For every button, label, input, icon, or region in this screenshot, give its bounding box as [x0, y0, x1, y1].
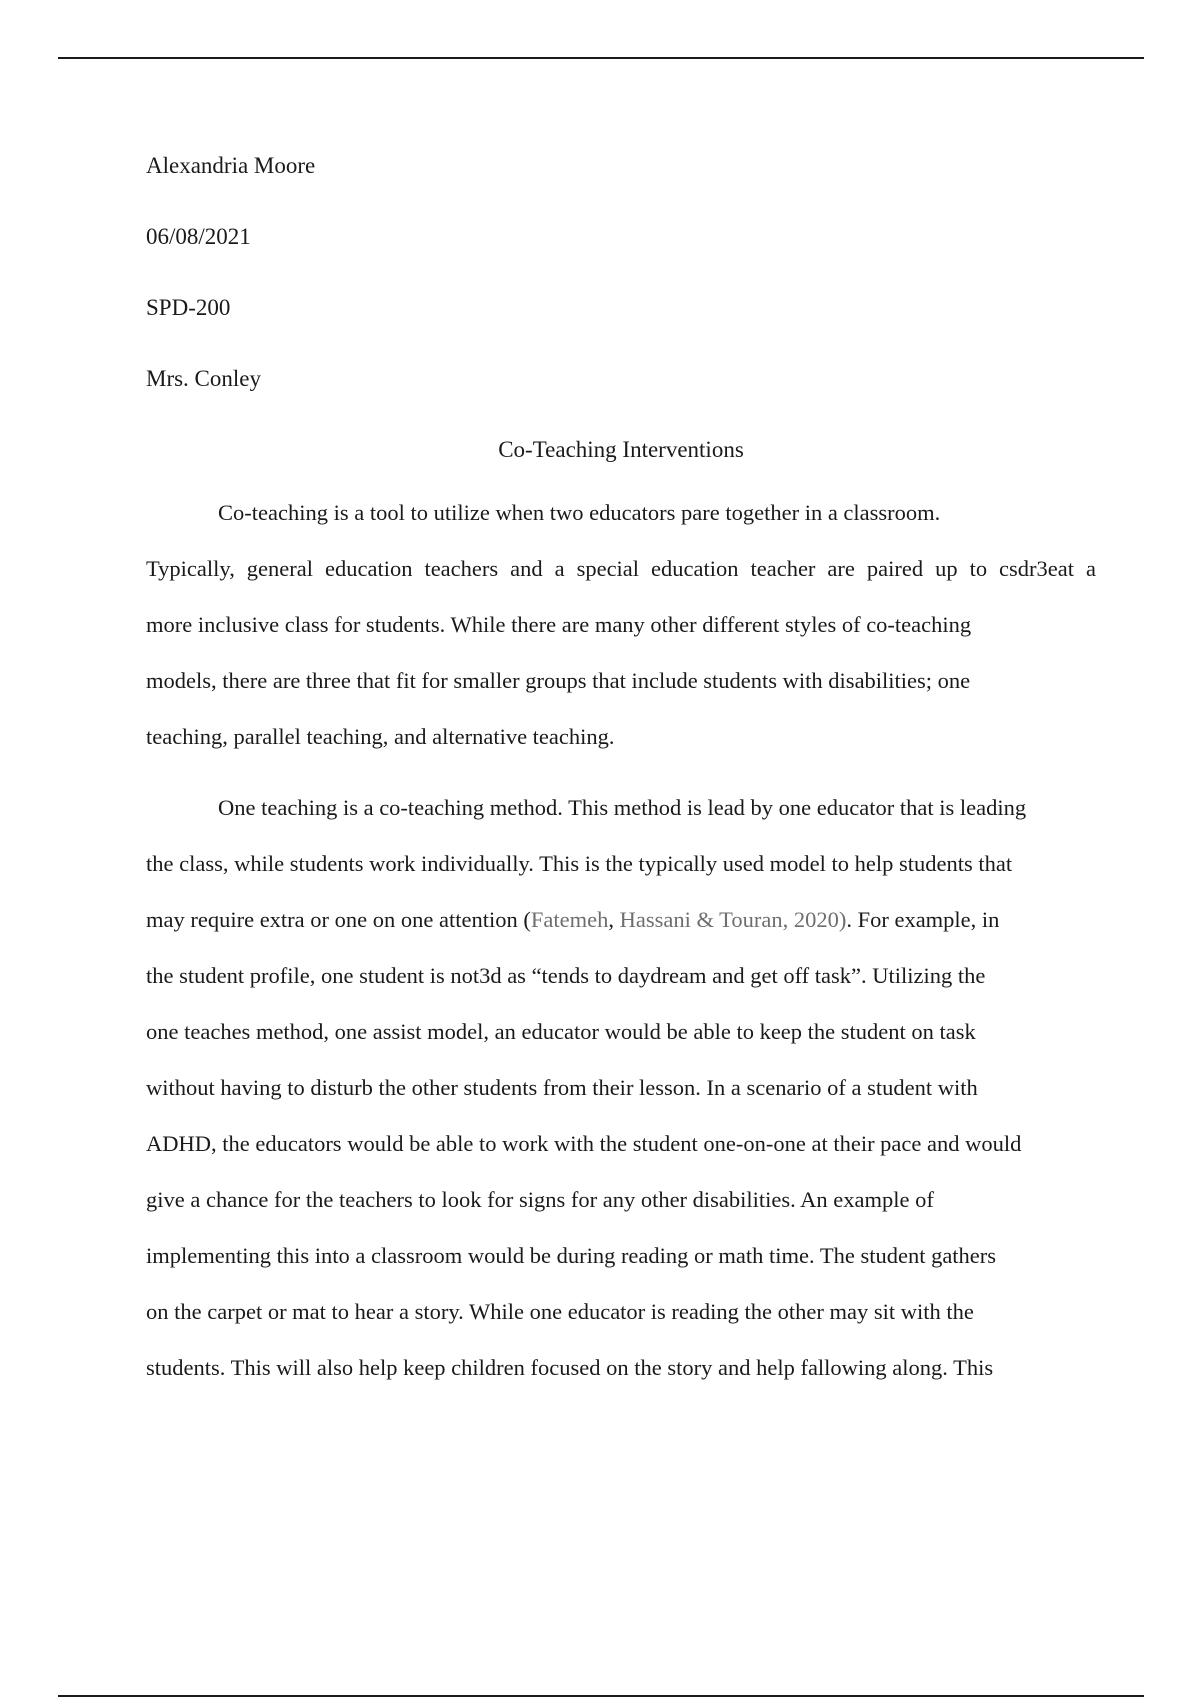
citation-line — [146, 892, 1096, 948]
citation-line-before: may require extra or one on one attention ( — [146, 907, 531, 932]
author-name: Alexandria Moore — [146, 153, 316, 178]
paragraph-line: the class, while students work individually. This is the typically used model to help students that — [146, 851, 1013, 876]
paragraph-line: more inclusive class for students. While there are many other different styles of co-teaching — [146, 612, 972, 637]
course-code: SPD-200 — [146, 295, 231, 320]
paragraph-line: students. This will also help keep children focused on the story and help fallowing along. This — [146, 1355, 994, 1380]
paragraph-line: Co-teaching is a tool to utilize when two educators pare together in a classroom. — [218, 500, 941, 525]
citation-comma: , — [608, 907, 620, 932]
paragraph-line: One teaching is a co-teaching method. This method is lead by one educator that is leading — [218, 795, 1027, 820]
paragraph-2 — [146, 780, 1096, 1396]
citation-author-a: Fatemeh — [530, 907, 609, 932]
paragraph-line: the student profile, one student is not3d as “tends to daydream and get off task”. Utilizing the — [146, 963, 986, 988]
bottom-rule — [58, 1695, 1144, 1697]
essay-title: Co-Teaching Interventions — [498, 437, 744, 462]
citation-author-b: Hassani & Touran, 2020) — [619, 907, 847, 932]
paragraph-line: ADHD, the educators would be able to work with the student one-on-one at their pace and would — [146, 1131, 1022, 1156]
paragraph-line: models, there are three that fit for smaller groups that include students with disabilities; one — [146, 668, 971, 693]
paragraph-line: without having to disturb the other students from their lesson. In a scenario of a student with — [146, 1075, 978, 1100]
paragraph-line: give a chance for the teachers to look for signs for any other disabilities. An example of — [146, 1187, 934, 1212]
paragraph-line: implementing this into a classroom would be during reading or math time. The student gathers — [146, 1243, 997, 1268]
instructor-name: Mrs. Conley — [146, 366, 261, 391]
paragraph-1 — [146, 485, 1096, 765]
submission-date: 06/08/2021 — [146, 224, 251, 249]
paragraph-line: teaching, parallel teaching, and alternative teaching. — [146, 724, 615, 749]
paragraph-line: Typically, general education teachers and a special education teacher are paired up to csdr3eat a — [146, 556, 1096, 581]
top-rule — [58, 57, 1144, 59]
paragraph-line: on the carpet or mat to hear a story. While one educator is reading the other may sit with the — [146, 1299, 974, 1324]
document-page — [146, 130, 1096, 1396]
citation-line-after: . For example, in — [846, 907, 1000, 932]
paragraph-line: one teaches method, one assist model, an educator would be able to keep the student on task — [146, 1019, 976, 1044]
